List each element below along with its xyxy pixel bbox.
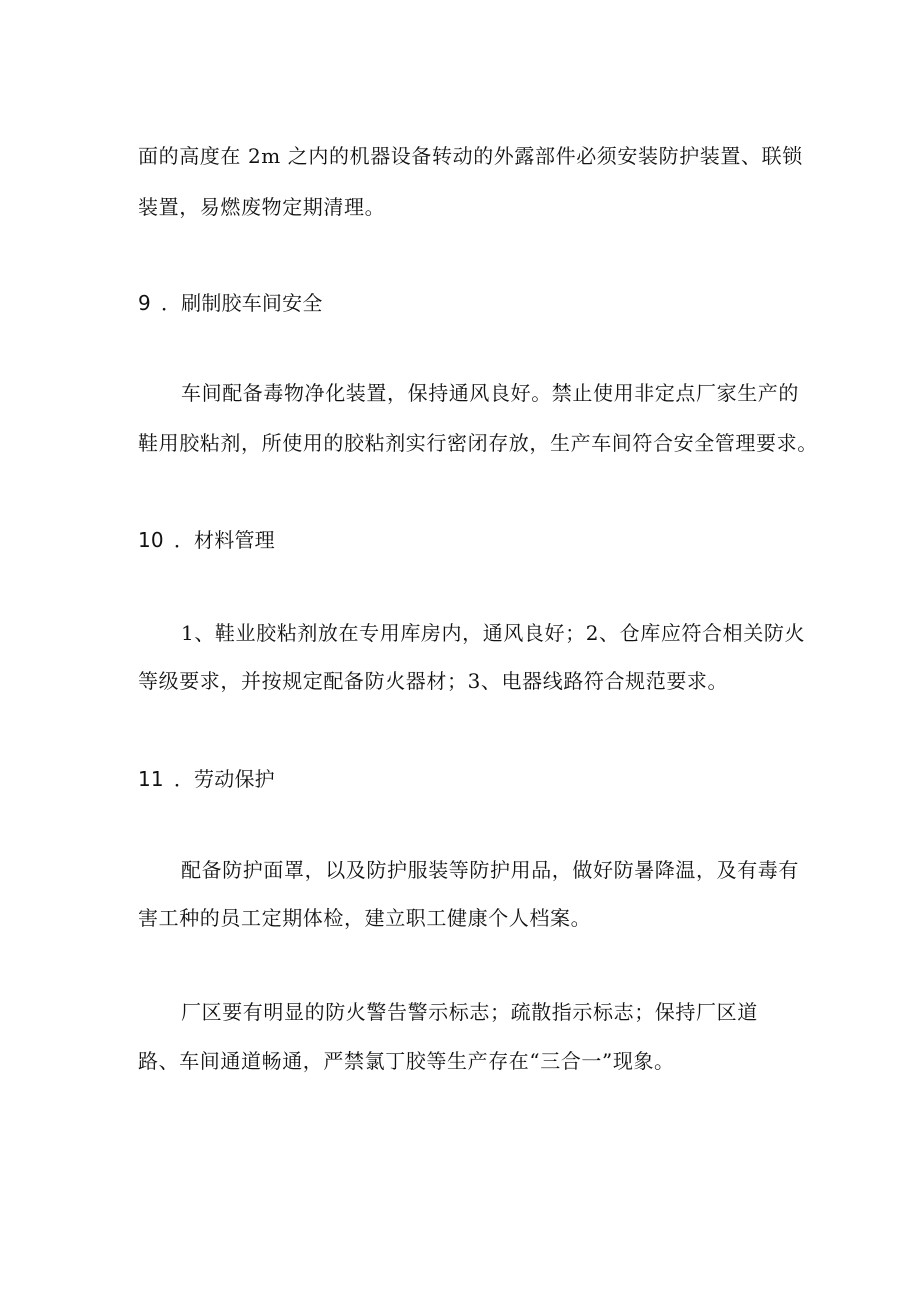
paragraph-5-line-2: 路、车间通道畅通，严禁氯丁胶等生产存在“三合一”现象。: [138, 1049, 675, 1073]
section-title: ．刷制胶车间安全: [160, 291, 323, 315]
paragraph-4-line-1: 配备防护面罩，以及防护服装等防护用品，做好防暑降温，及有毒有: [181, 858, 799, 882]
section-number: 10: [138, 528, 164, 552]
section-title: ．材料管理: [173, 528, 275, 552]
section-number: 11: [138, 767, 164, 791]
paragraph-1-line-1: 面的高度在 2m 之内的机器设备转动的外露部件必须安装防护装置、联锁: [138, 144, 803, 168]
paragraph-3-line-2: 等级要求，并按规定配备防火器材；3、电器线路符合规范要求。: [138, 669, 729, 693]
paragraph-4-line-2: 害工种的员工定期体检，建立职工健康个人档案。: [138, 906, 592, 930]
paragraph-5-line-1: 厂区要有明显的防火警告警示标志；疏散指示标志；保持厂区道: [181, 1000, 758, 1024]
paragraph-2-line-2: 鞋用胶粘剂，所使用的胶粘剂实行密闭存放，生产车间符合安全管理要求。: [138, 431, 818, 455]
paragraph-2-line-1: 车间配备毒物净化装置，保持通风良好。禁止使用非定点厂家生产的: [181, 381, 799, 405]
paragraph-3-line-1: 1、鞋业胶粘剂放在专用库房内，通风良好；2、仓库应符合相关防火: [181, 621, 806, 645]
section-heading-11: [138, 764, 275, 794]
section-heading-10: [138, 525, 275, 555]
section-number: 9: [138, 291, 151, 315]
section-title: ．劳动保护: [173, 767, 275, 791]
paragraph-1-line-2: 装置，易燃废物定期清理。: [138, 195, 386, 219]
section-heading-9: [138, 288, 323, 318]
